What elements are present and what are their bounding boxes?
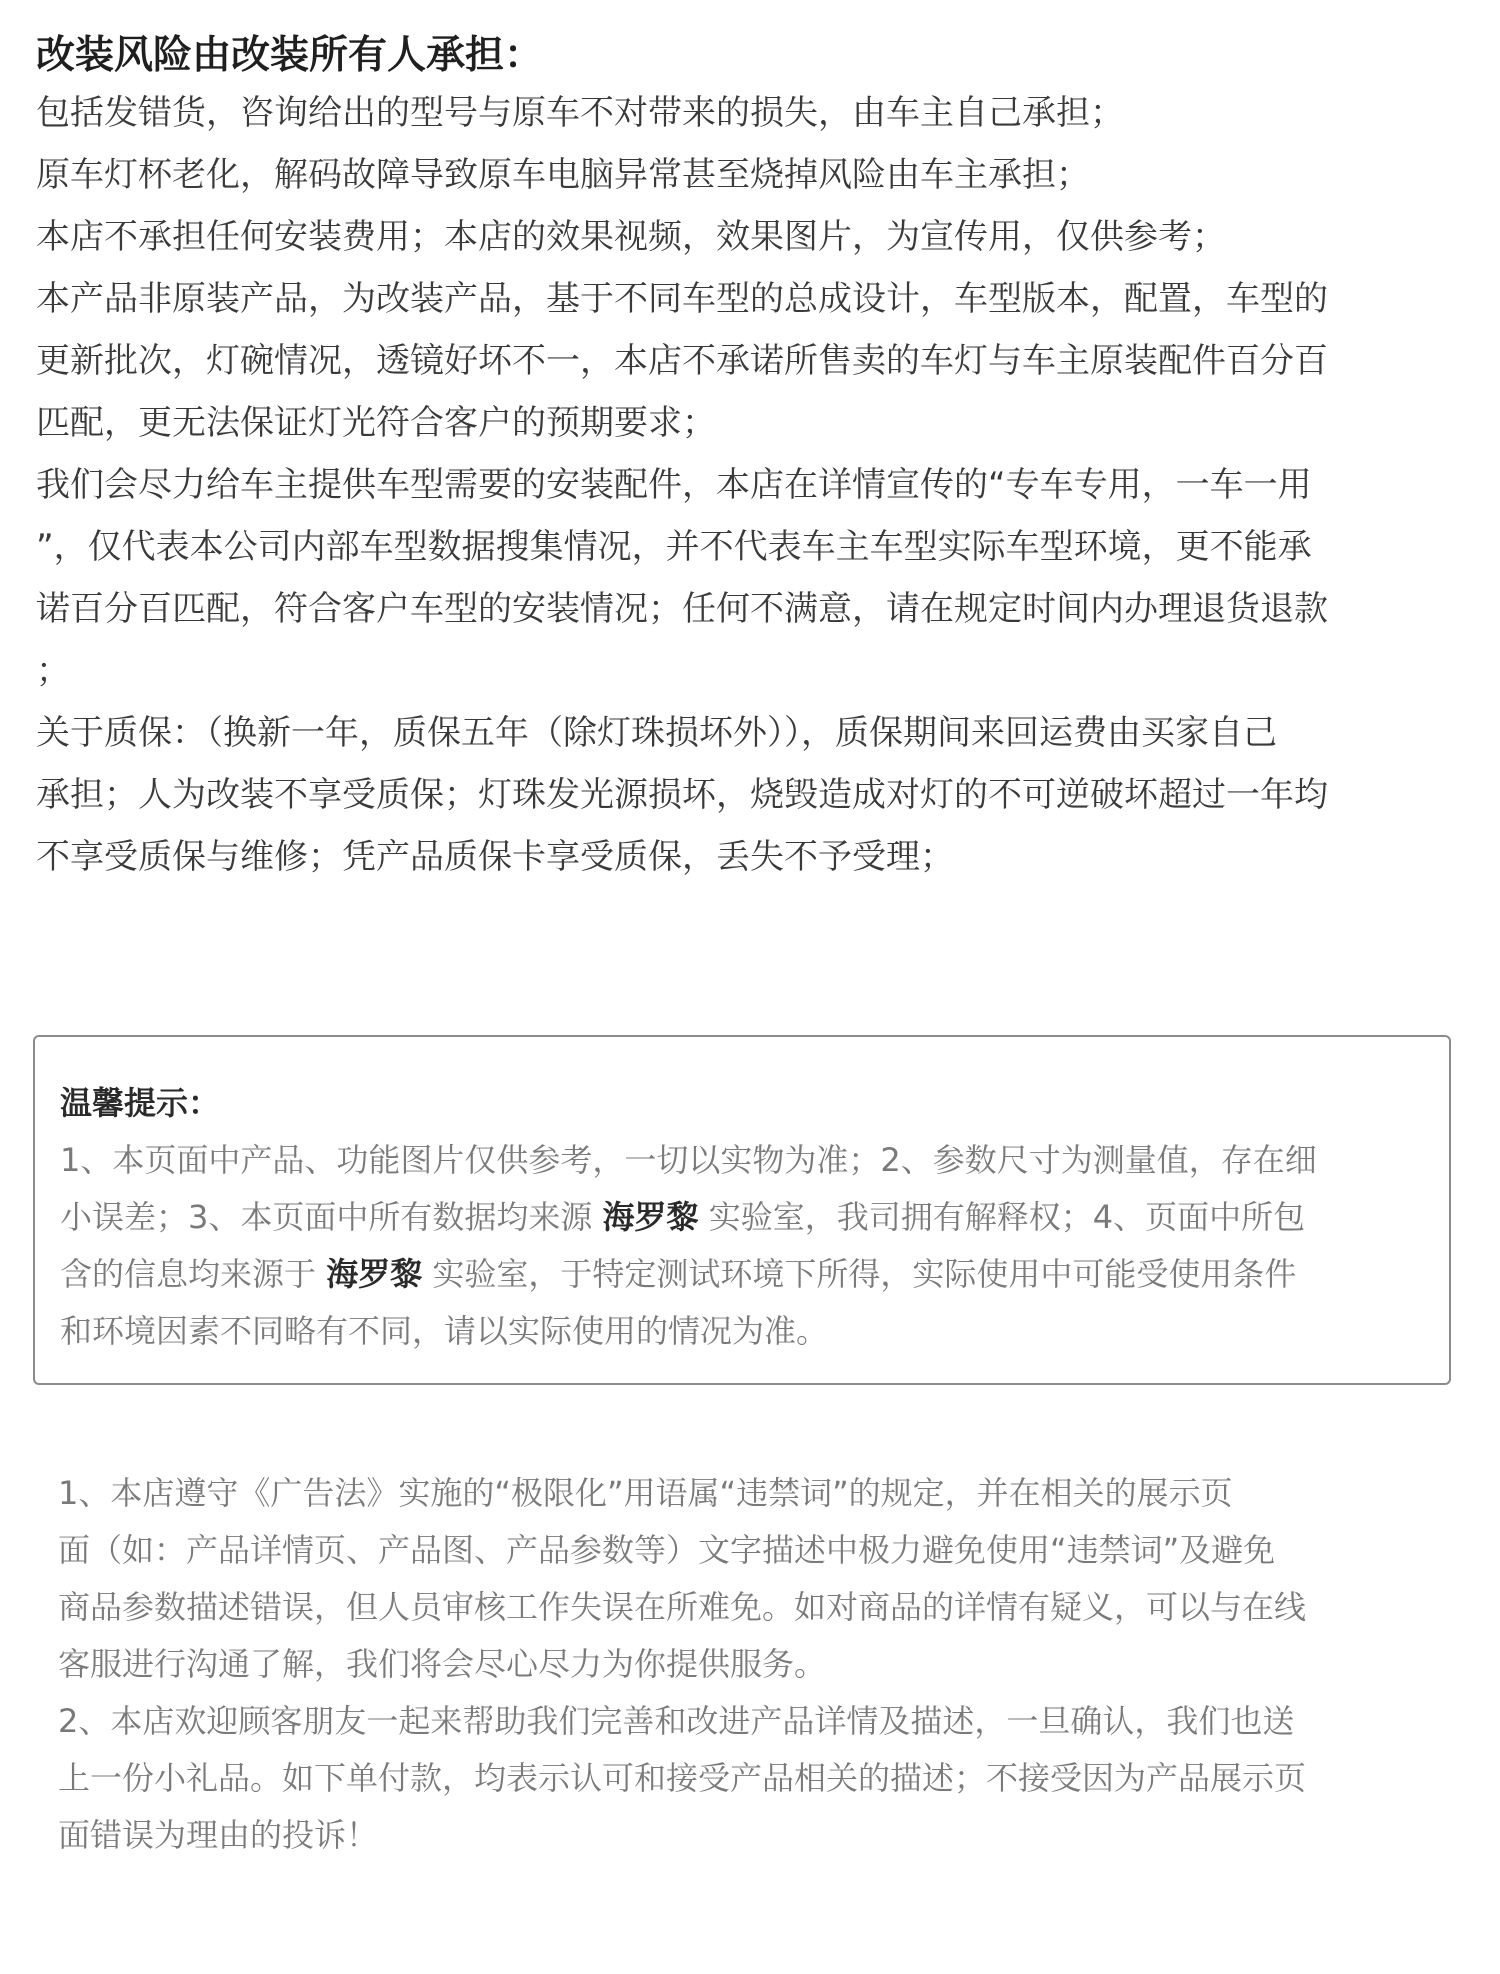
tips-text-part2: 实验室，我司拥有解释权；4、页面中所包 含的信息均来源于 <box>60 1198 1306 1293</box>
tips-text <box>60 1132 1435 1360</box>
brand-name: 海罗黎 <box>326 1255 423 1293</box>
tips-text-part1: 1、本页面中产品、功能图片仅供参考，一切以实物为准；2、参数尺寸为测量值，存在细 小误差；3、本页面中所有数据均来源 <box>60 1141 1317 1236</box>
policy-item-1: 1、本店遵守《广告法》实施的“极限化”用语属“违禁词”的规定，并在相关的展示页 面（如：产品详情页、产品图、产品参数等）文字描述中极力避免使用“违禁词”及避免 商品参数描述错误，但人员审核工作失误在所难免。如对商品的详情有疑义，可以与在线 客服进行沟通了解，我们将会尽心尽力为你提供服务。 <box>58 1474 1307 1683</box>
policy-item-2: 2、本店欢迎顾客朋友一起来帮助我们完善和改进产品详情及描述，一旦确认，我们也送 上一份小礼品。如下单付款，均表示认可和接受产品相关的描述；不接受因为产品展示页 面错误为理由的投诉！ <box>58 1702 1307 1854</box>
brand-name: 海罗黎 <box>602 1198 699 1236</box>
advertising-law-policy-section <box>58 1465 1458 1864</box>
modification-risk-section <box>36 30 1476 888</box>
risk-title: 改装风险由改装所有人承担： <box>36 33 544 78</box>
tips-title: 温馨提示： <box>60 1084 221 1122</box>
warm-tips-box <box>33 1035 1451 1385</box>
risk-body-text: 包括发错货，咨询给出的型号与原车不对带来的损失，由车主自己承担； 原车灯杯老化，解码故障导致原车电脑异常甚至烧掉风险由车主承担； 本店不承担任何安装费用；本店的效果视频，效果图片，为宣传用，仅供参考； 本产品非原装产品，为改装产品，基于不同车型的总成设计，车型版本，配置，车型的 更新批次，灯碗情况，透镜好坏不一，本店不承诺所售卖的车灯与车主原装配件百分百 匹配，更无法保证灯光符合客户的预期要求； 我们会尽力给车主提供车型需要的安装配件，本店在详情宣传的“专车专用，一车一用 ”，仅代表本公司内部车型数据搜集情况，并不代表车主车型实际车型环境，更不能承 诺百分百匹配，符合客户车型的安装情况；任何不满意，请在规定时间内办理退货退款 ； 关于质保：（换新一年，质保五年（除灯珠损坏外）），质保期间来回运费由买家自己 承担；人为改装不享受质保；灯珠发光源损坏，烧毁造成对灯的不可逆破坏超过一年均 不享受质保与维修；凭产品质保卡享受质保，丢失不予受理； <box>36 93 1328 877</box>
tips-text-part3: 实验室，于特定测试环境下所得，实际使用中可能受使用条件 和环境因素不同略有不同，请以实际使用的情况为准。 <box>60 1255 1297 1350</box>
